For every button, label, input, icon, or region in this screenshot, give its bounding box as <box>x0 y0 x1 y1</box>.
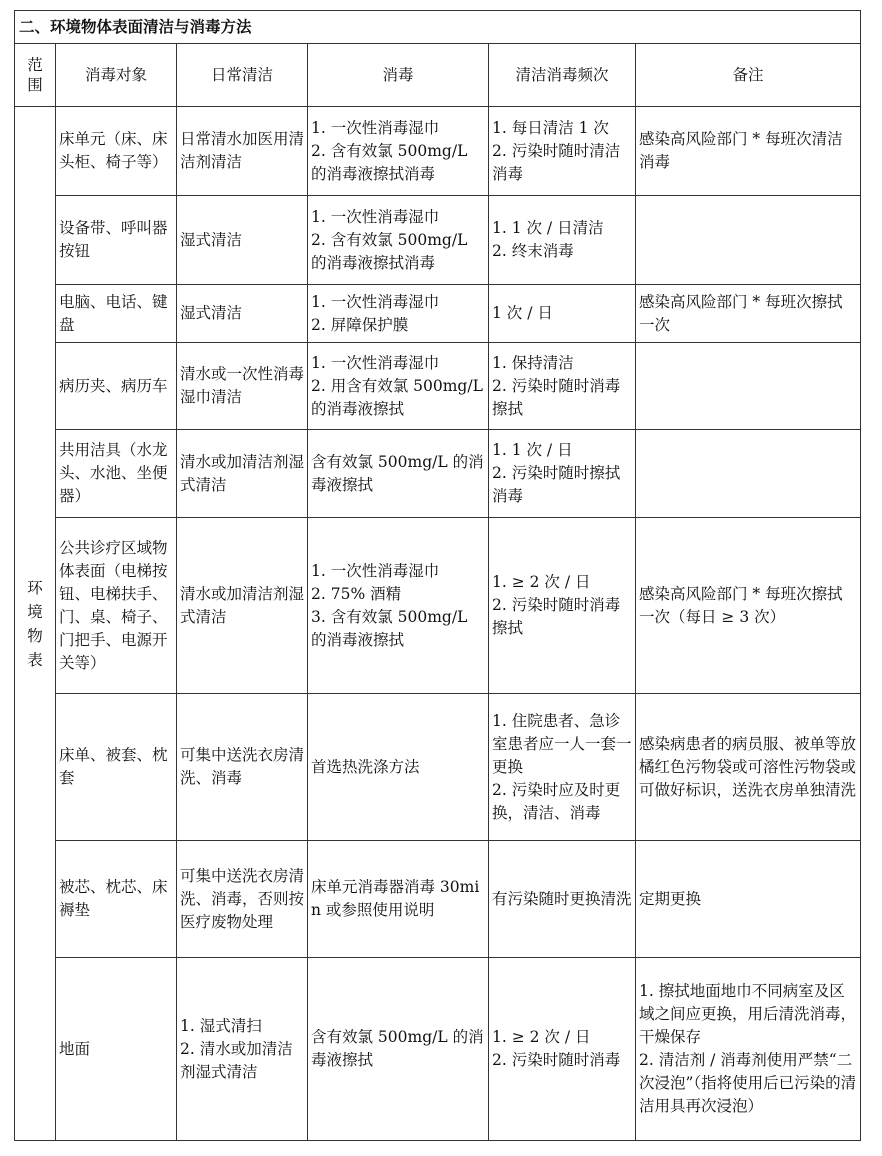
remark-cell <box>636 343 861 430</box>
daily-cell: 湿式清洁 <box>177 285 308 343</box>
disinfect-cell: 1. 一次性消毒湿巾 2. 含有效氯 500mg/L 的消毒液擦拭消毒 <box>308 107 489 196</box>
frequency-cell: 1. ≥ 2 次 / 日 2. 污染时随时消毒 <box>489 958 636 1141</box>
table-row <box>15 285 861 343</box>
header-frequency: 清洁消毒频次 <box>489 44 636 107</box>
object-cell: 地面 <box>56 958 177 1141</box>
daily-cell: 清水或加清洁剂湿式清洁 <box>177 518 308 694</box>
object-cell: 被芯、枕芯、床褥垫 <box>56 841 177 958</box>
header-row <box>15 44 861 107</box>
table-row <box>15 343 861 430</box>
disinfect-cell: 首选热洗涤方法 <box>308 694 489 841</box>
daily-cell: 可集中送洗衣房清洗、消毒 <box>177 694 308 841</box>
header-daily-cleaning: 日常清洁 <box>177 44 308 107</box>
header-object: 消毒对象 <box>56 44 177 107</box>
daily-cell: 清水或一次性消毒湿巾清洁 <box>177 343 308 430</box>
header-disinfection: 消毒 <box>308 44 489 107</box>
disinfect-cell: 1. 一次性消毒湿巾 2. 用含有效氯 500mg/L 的消毒液擦拭 <box>308 343 489 430</box>
object-cell: 病历夹、病历车 <box>56 343 177 430</box>
table-row <box>15 518 861 694</box>
remark-cell: 感染病患者的病员服、被单等放橘红色污物袋或可溶性污物袋或可做好标识，送洗衣房单独清洗 <box>636 694 861 841</box>
remark-cell: 定期更换 <box>636 841 861 958</box>
frequency-cell: 1. 住院患者、急诊室患者应一人一套一更换 2. 污染时应及时更换，清洁、消毒 <box>489 694 636 841</box>
daily-cell: 湿式清洁 <box>177 196 308 285</box>
frequency-cell: 1. 每日清洁 1 次 2. 污染时随时清洁消毒 <box>489 107 636 196</box>
frequency-cell: 1. 1 次 / 日清洁 2. 终末消毒 <box>489 196 636 285</box>
frequency-cell: 1. ≥ 2 次 / 日 2. 污染时随时消毒擦拭 <box>489 518 636 694</box>
scope-label: 环 境 物 表 <box>15 107 56 1141</box>
remark-cell: 感染高风险部门 * 每班次擦拭一次（每日 ≥ 3 次） <box>636 518 861 694</box>
table-row <box>15 841 861 958</box>
disinfect-cell: 1. 一次性消毒湿巾 2. 含有效氯 500mg/L 的消毒液擦拭消毒 <box>308 196 489 285</box>
disinfect-cell: 含有效氯 500mg/L 的消毒液擦拭 <box>308 958 489 1141</box>
table-row <box>15 430 861 518</box>
object-cell: 床单元（床、床头柜、椅子等） <box>56 107 177 196</box>
header-remark: 备注 <box>636 44 861 107</box>
daily-cell: 1. 湿式清扫 2. 清水或加清洁剂湿式清洁 <box>177 958 308 1141</box>
remark-cell: 感染高风险部门 * 每班次擦拭一次 <box>636 285 861 343</box>
frequency-cell: 1. 保持清洁 2. 污染时随时消毒擦拭 <box>489 343 636 430</box>
object-cell: 电脑、电话、键盘 <box>56 285 177 343</box>
frequency-cell: 1 次 / 日 <box>489 285 636 343</box>
daily-cell: 日常清水加医用清洁剂清洁 <box>177 107 308 196</box>
disinfect-cell: 1. 一次性消毒湿巾 2. 75% 酒精 3. 含有效氯 500mg/L 的消毒液擦拭 <box>308 518 489 694</box>
table-row <box>15 958 861 1141</box>
object-cell: 共用洁具（水龙头、水池、坐便器） <box>56 430 177 518</box>
object-cell: 设备带、呼叫器按钮 <box>56 196 177 285</box>
title-row <box>15 11 861 44</box>
disinfect-cell: 含有效氯 500mg/L 的消毒液擦拭 <box>308 430 489 518</box>
section-title: 二、环境物体表面清洁与消毒方法 <box>15 11 861 44</box>
frequency-cell: 1. 1 次 / 日 2. 污染时随时擦拭消毒 <box>489 430 636 518</box>
disinfect-cell: 1. 一次性消毒湿巾 2. 屏障保护膜 <box>308 285 489 343</box>
table-row <box>15 694 861 841</box>
daily-cell: 清水或加清洁剂湿式清洁 <box>177 430 308 518</box>
remark-cell <box>636 430 861 518</box>
remark-cell: 感染高风险部门 * 每班次清洁消毒 <box>636 107 861 196</box>
disinfect-cell: 床单元消毒器消毒 30min 或参照使用说明 <box>308 841 489 958</box>
remark-cell <box>636 196 861 285</box>
disinfection-table <box>14 10 861 1141</box>
header-scope: 范 围 <box>15 44 56 107</box>
table-row <box>15 107 861 196</box>
frequency-cell: 有污染随时更换清洗 <box>489 841 636 958</box>
document-page <box>14 10 860 1141</box>
daily-cell: 可集中送洗衣房清洗、消毒，否则按医疗废物处理 <box>177 841 308 958</box>
remark-cell: 1. 擦拭地面地巾不同病室及区域之间应更换，用后清洗消毒，干燥保存 2. 清洁剂 / 消毒剂使用严禁“二次浸泡”（指将使用后已污染的清洁用具再次浸泡） <box>636 958 861 1141</box>
object-cell: 公共诊疗区域物体表面（电梯按钮、电梯扶手、门、桌、椅子、门把手、电源开关等） <box>56 518 177 694</box>
table-row <box>15 196 861 285</box>
object-cell: 床单、被套、枕套 <box>56 694 177 841</box>
